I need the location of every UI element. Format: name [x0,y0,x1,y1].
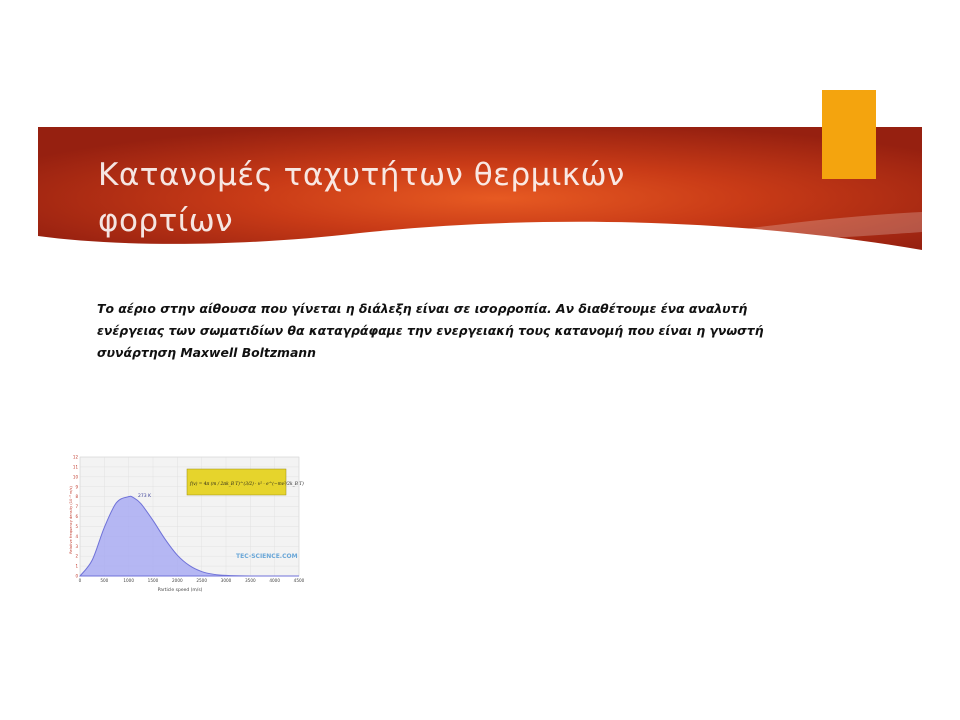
x-tick-label: 0 [78,578,82,583]
y-tick-label: 7 [75,504,78,510]
x-tick-label: 1500 [147,578,159,583]
x-tick-label: 4000 [269,578,281,583]
y-tick-label: 10 [72,474,78,480]
title-line-2: φορτίων [98,203,234,239]
peak-label: 273 K [138,494,151,499]
y-tick-label: 2 [75,553,78,559]
y-tick-label: 1 [75,563,78,569]
x-tick-label: 3500 [244,578,256,583]
x-tick-label: 4500 [293,578,304,583]
formula-text: f(v) = 4π (m / 2πk_B T)^(3/2) · v² · e^(−mv²/2k_B T) [190,482,304,487]
y-tick-label: 8 [75,494,78,500]
slide-title [98,152,738,244]
watermark: TEC-SCIENCE.COM [236,553,298,560]
body-text: Το αέριο στην αίθουσα που γίνεται η διάλεξη είναι σε ισορροπία. Αν διαθέτουμε ένα αναλυτή ενέργειας των σωματιδίων θα καταγράφαμε την ενεργειακή τους κατανομή που είναι η γνωστή συνάρτηση Maxwell Boltzmann [97,301,764,360]
y-tick-label: 11 [72,464,78,470]
y-tick-label: 4 [75,533,78,539]
x-tick-label: 2500 [196,578,208,583]
x-tick-label: 2000 [171,578,183,583]
y-tick-label: 3 [75,543,78,549]
y-tick-label: 5 [75,523,78,529]
y-tick-label: 9 [75,484,78,490]
y-tick-label: 0 [75,573,78,579]
accent-tab [822,90,876,179]
x-axis-label: Particle speed (m/s) [157,588,203,592]
maxwell-boltzmann-chart [68,452,304,592]
x-tick-label: 1000 [123,578,135,583]
title-line-1: Κατανομές ταχυτήτων θερμικών [98,157,625,193]
y-axis-label: Relative frequency density (10⁻⁴ m/s) [69,486,73,554]
y-tick-label: 6 [75,514,78,519]
x-tick-label: 500 [100,578,109,583]
y-tick-label: 12 [72,454,78,460]
chart-svg [68,452,304,592]
x-tick-label: 3000 [220,578,232,583]
